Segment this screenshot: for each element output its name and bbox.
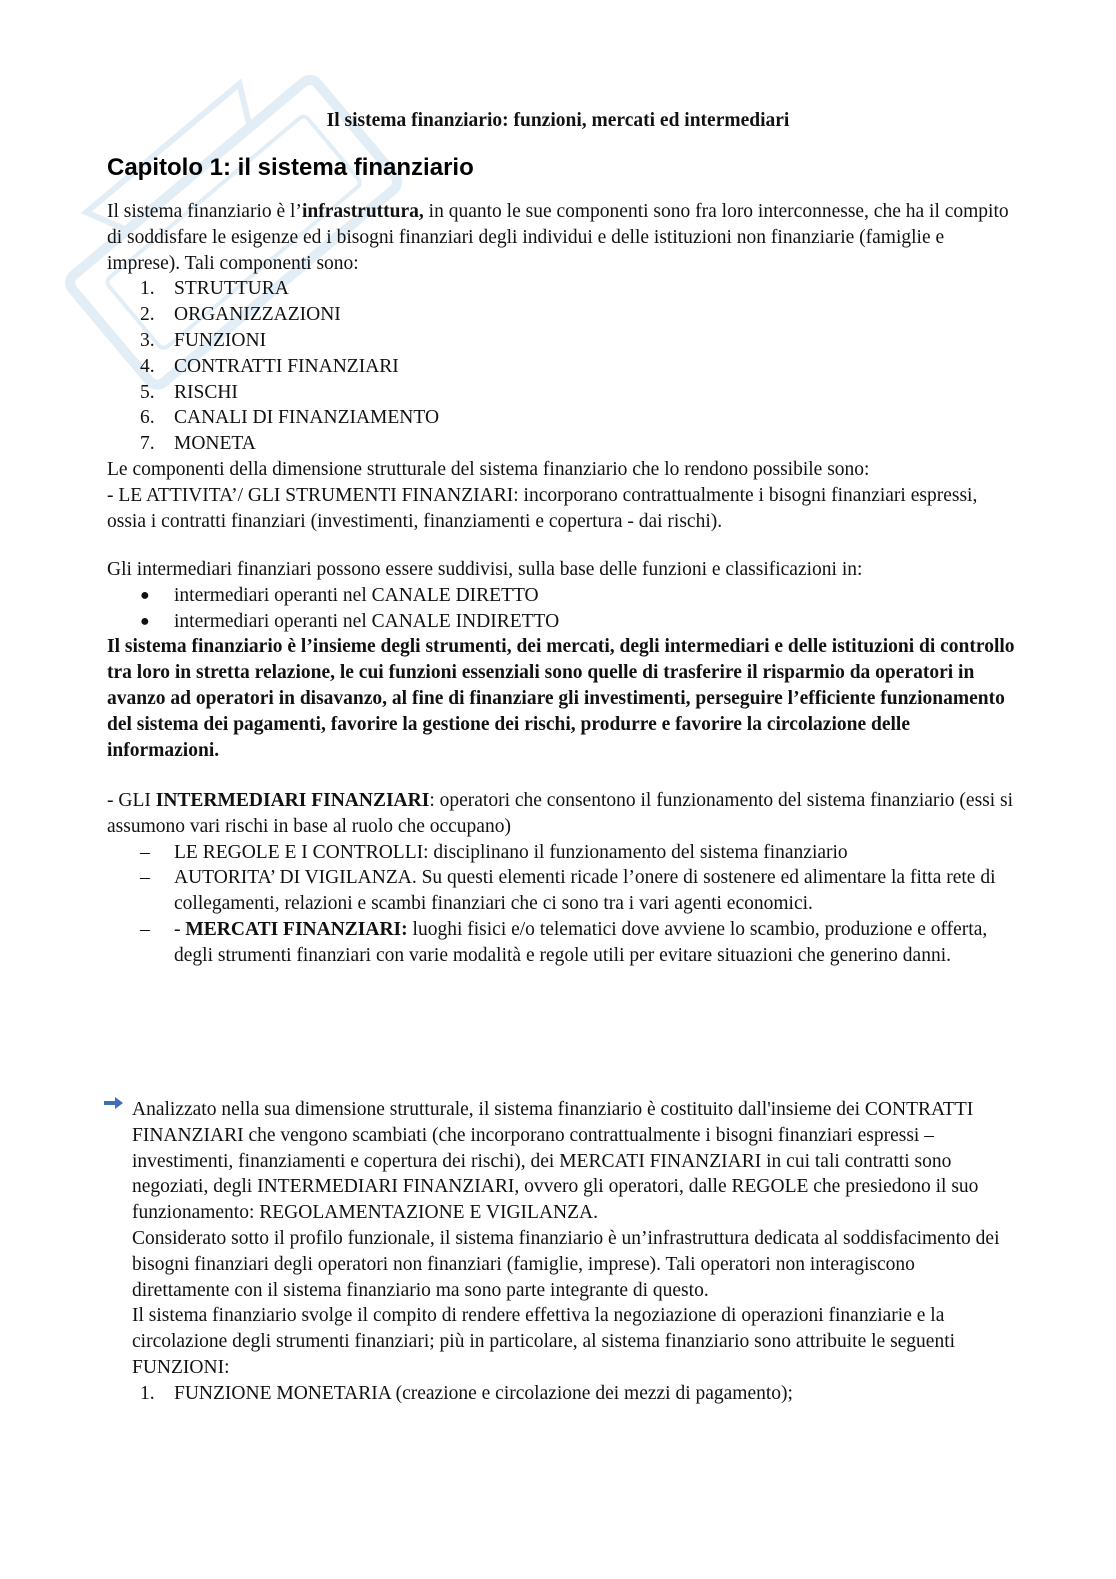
bullet-icon: ● (140, 586, 150, 604)
structural-intro: Le componenti della dimensione strutturale del sistema finanziario che lo rendono possibile sono: (107, 458, 870, 480)
gli-intermediari-paragraph: - GLI INTERMEDIARI FINANZIARI: operatori che consentono il funzionamento del sistema finanziario (essi si assumono vari rischi in base al ruolo che occupano) (107, 790, 1014, 837)
bullet-icon: ● (140, 612, 150, 630)
list-item: ● intermediari operanti nel CANALE DIRETTO (107, 583, 1017, 609)
list-item: 2. ORGANIZZAZIONI (140, 304, 341, 326)
chapter-heading: Capitolo 1: il sistema finanziario (107, 154, 474, 181)
list-item: 1. FUNZIONE MONETARIA (creazione e circolazione dei mezzi di pagamento); (140, 1382, 793, 1404)
structural-item: - LE ATTIVITA’/ GLI STRUMENTI FINANZIARI: incorporano contrattualmente i bisogni finanziari espressi, ossia i contratti finanziari (investimenti, finanziamenti e copertura - dai rischi). (107, 484, 978, 532)
functional-paragraph: Considerato sotto il profilo funzionale, il sistema finanziario è un’infrastruttura dedicata al soddisfacimento dei bisogni finanziari degli operatori non finanziari (famiglie, imprese). Tali operatori non interagiscono direttamente con il sistema finanziario ma sono parte integrante di questo. (132, 1227, 1000, 1301)
list-item: 7. MONETA (140, 433, 256, 455)
document-title: Il sistema finanziario: funzioni, mercati ed intermediari (326, 110, 790, 131)
section-analysis (107, 1097, 1002, 1407)
list-item: – - MERCATI FINANZIARI: luoghi fisici e/o telematici dove avviene lo scambio, produzione e offerta, degli strumenti finanziari con varie modalità e regole utili per evitare situazioni che generino danni. (140, 918, 988, 966)
list-item: 1. STRUTTURA (140, 278, 289, 300)
definition-paragraph: Il sistema finanziario è l’insieme degli strumenti, dei mercati, degli intermediari e delle istituzioni di controllo tra loro in stretta relazione, le cui funzioni essenziali sono quelle di trasferire il risparmio da operatori in avanzo ad operatori in disavanzo, al fine di finanziare gli investimenti, perseguire l’efficiente funzionamento del sistema dei pagamenti, favorire la gestione dei rischi, produrre e favorire la circolazione delle informazioni. (107, 636, 1015, 761)
functions-list (107, 1381, 1002, 1407)
tasks-paragraph: Il sistema finanziario svolge il compito di rendere effettiva la negoziazione di operazioni finanziarie e la circolazione degli strumenti finanziari; più in particolare, al sistema finanziario sono attribuite le seguenti FUNZIONI: (132, 1305, 956, 1378)
list-item: – AUTORITA’ DI VIGILANZA. Su questi elementi ricade l’onere di sostenere ed alimentare la fitta rete di collegamenti, relazioni e scambi finanziari che ci sono tra i vari agenti economici. (140, 867, 996, 915)
list-item: 6. CANALI DI FINANZIAMENTO (140, 407, 440, 429)
intro-paragraph: Il sistema finanziario è l’infrastruttura, in quanto le sue componenti sono fra loro interconnesse, che ha il compito di soddisfare le esigenze ed i bisogni finanziari degli individui e delle istituzioni non finanziarie (famiglie e imprese). Tali componenti sono: (107, 201, 1009, 274)
section-gli-intermediari (107, 788, 1017, 969)
intermediaries-intro: Gli intermediari finanziari possono essere suddivisi, sulla base delle funzioni e classificazioni in: (107, 559, 863, 580)
section-intermediaries (107, 557, 1017, 763)
components-list (107, 276, 1017, 457)
dash-list (107, 840, 1017, 969)
list-item: ● intermediari operanti nel CANALE INDIRETTO (107, 609, 1017, 635)
intermediaries-list (107, 583, 1017, 635)
arrow-right-icon (103, 1095, 125, 1111)
section-intro (107, 199, 1017, 534)
list-item: – LE REGOLE E I CONTROLLI: disciplinano il funzionamento del sistema finanziario (140, 841, 848, 863)
list-item: 3. FUNZIONI (140, 329, 267, 351)
list-item: 4. CONTRATTI FINANZIARI (140, 355, 399, 377)
list-item: 5. RISCHI (140, 381, 238, 403)
analysis-paragraph: Analizzato nella sua dimensione strutturale, il sistema finanziario è costituito dall'insieme dei CONTRATTI FINANZIARI che vengono scambiati (che incorporano contrattualmente i bisogni finanziari espressi – investimenti, finanziamenti e copertura dei rischi), dei MERCATI FINANZIARI in cui tali contratti sono negoziati, degli INTERMEDIARI FINANZIARI, ovvero gli operatori, dalle REGOLE che presiedono il suo funzionamento: REGOLAMENTAZIONE E VIGILANZA. (107, 1097, 1002, 1226)
